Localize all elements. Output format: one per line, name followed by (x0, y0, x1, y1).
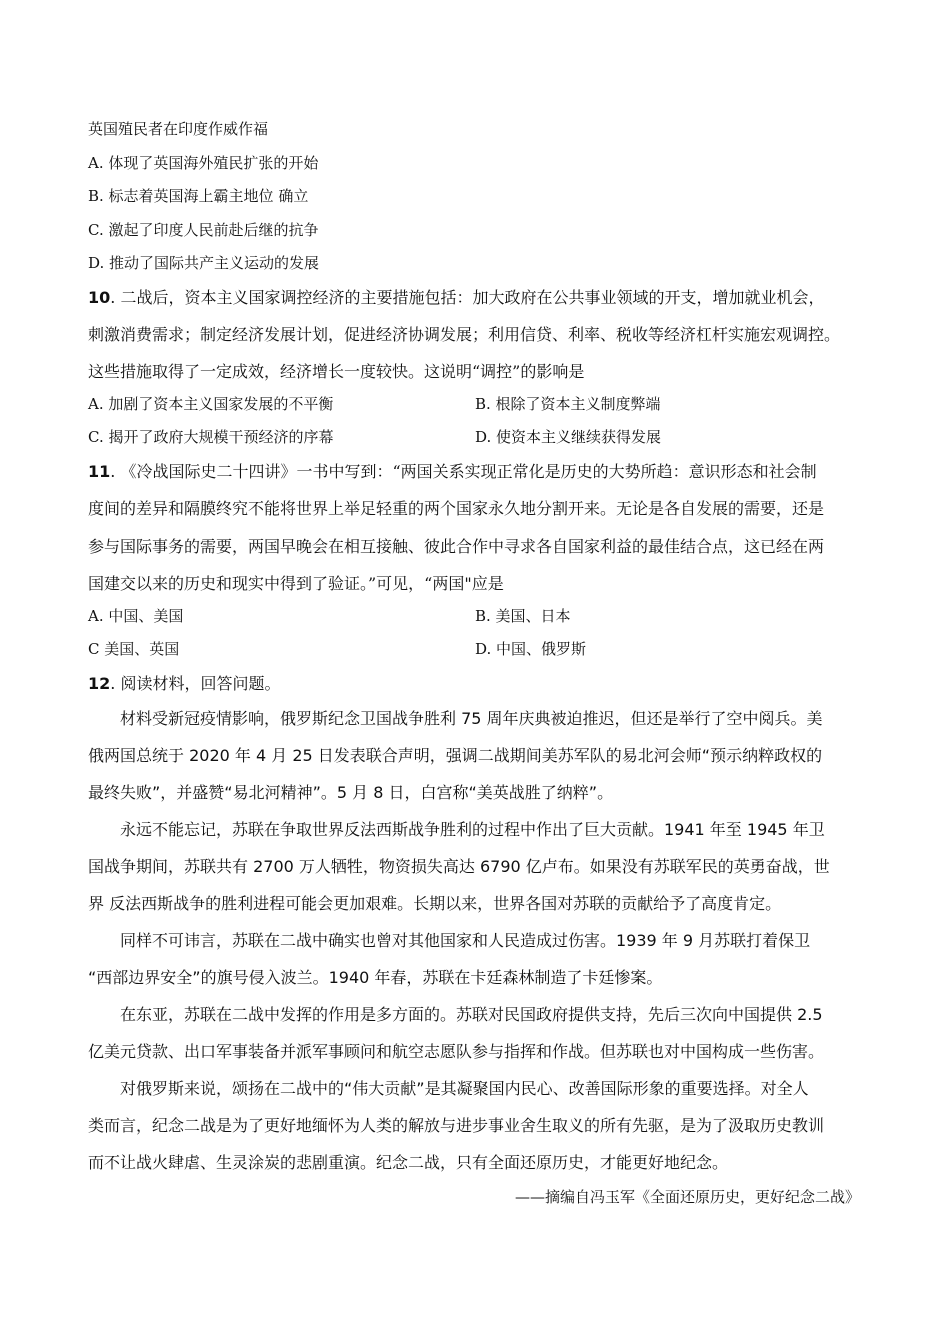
q12-p3-line-1: 同样不可讳言，苏联在二战中确实也曾对其他国家和人民造成过伤害。1939 年 9 月苏联打着保卫 (120, 931, 811, 950)
q12-p2-line-1: 永远不能忘记，苏联在争取世界反法西斯战争胜利的过程中作出了巨大贡献。1941 年至 1945 年卫 (120, 820, 825, 839)
q12-p4-line-2: 亿美元贷款、出口军事装备并派军事顾问和航空志愿队参与指挥和作战。但苏联也对中国构成一些伤害。 (88, 1042, 825, 1061)
q10-option-b: B. 根除了资本主义制度弊端 (475, 395, 661, 413)
q12-p1-line-2: 俄两国总统于 2020 年 4 月 25 日发表联合声明，强调二战期间美苏军队的易北河会师“预示纳粹政权的 (88, 746, 823, 765)
q12-intro-line (88, 671, 280, 694)
q11-number: 11 (88, 462, 111, 481)
q10-line-3: 这些措施取得了一定成效，经济增长一度较快。这说明“调控”的影响是 (88, 362, 585, 381)
q11-line-2: 度间的差异和隔膜终究不能将世界上举足轻重的两个国家永久地分割开来。无论是各自发展的需要，还是 (88, 499, 825, 518)
q9-option-b: B. 标志着英国海上霸主地位 确立 (88, 187, 309, 205)
q10-option-a: A. 加剧了资本主义国家发展的不平衡 (88, 395, 334, 413)
q11-option-d: D. 中国、俄罗斯 (475, 640, 587, 658)
q9-stem-tail: 英国殖民者在印度作威作福 (88, 120, 269, 138)
q12-number: 12 (88, 674, 111, 693)
q12-p5-line-3: 而不让战火肆虐、生灵涂炭的悲剧重演。纪念二战，只有全面还原历史，才能更好地纪念。 (88, 1153, 729, 1172)
q12-p5-line-2: 类而言，纪念二战是为了更好地缅怀为人类的解放与进步事业舍生取义的所有先驱，是为了汲取历史教训 (88, 1116, 825, 1135)
q12-p1-line-3: 最终失败”，并盛赞“易北河精神”。5 月 8 日，白宫称“美英战胜了纳粹”。 (88, 783, 614, 802)
q10-option-d: D. 使资本主义继续获得发展 (475, 428, 662, 446)
q11-option-c: C 美国、英国 (88, 640, 180, 658)
q12-p4-line-1: 在东亚，苏联在二战中发挥的作用是多方面的。苏联对民国政府提供支持，先后三次向中国提供 2.5 (120, 1005, 823, 1024)
q11-option-a: A. 中国、美国 (88, 607, 184, 625)
q10-option-c: C. 揭开了政府大规模干预经济的序幕 (88, 428, 334, 446)
q10-number: 10 (88, 288, 111, 307)
q11-line-4: 国建交以来的历史和现实中得到了验证。”可见，“两国"应是 (88, 574, 504, 593)
q10-line-1 (88, 285, 824, 308)
q11-text-1: . 《冷战国际史二十四讲》一书中写到：“两国关系实现正常化是历史的大势所趋：意识形态和社会制 (110, 462, 817, 481)
q11-line-1 (88, 459, 817, 482)
q10-text-1: . 二战后，资本主义国家调控经济的主要措施包括：加大政府在公共事业领域的开支，增加就业机会， (110, 288, 825, 307)
q12-p2-line-3: 界 反法西斯战争的胜利进程可能会更加艰难。长期以来，世界各国对苏联的贡献给予了高度肯定。 (88, 894, 782, 913)
q12-source: ——摘编自冯玉军《全面还原历史，更好纪念二战》 (514, 1188, 860, 1206)
q10-line-2: 刺激消费需求；制定经济发展计划，促进经济协调发展；利用信贷、利率、税收等经济杠杆实施宏观调控。 (88, 325, 841, 344)
q11-line-3: 参与国际事务的需要，两国早晚会在相互接触、彼此合作中寻求各自国家利益的最佳结合点，这已经在两 (88, 537, 825, 556)
q9-option-d: D. 推动了国际共产主义运动的发展 (88, 254, 320, 272)
q9-option-c: C. 激起了印度人民前赴后继的抗争 (88, 221, 319, 239)
q12-p1-line-1: 材料受新冠疫情影响，俄罗斯纪念卫国战争胜利 75 周年庆典被迫推迟，但还是举行了空中阅兵。美 (120, 709, 823, 728)
q11-option-b: B. 美国、日本 (475, 607, 571, 625)
q12-p2-line-2: 国战争期间，苏联共有 2700 万人牺牲，物资损失高达 6790 亿卢布。如果没有苏联军民的英勇奋战，世 (88, 857, 830, 876)
q12-p3-line-2: “西部边界安全”的旗号侵入波兰。1940 年春，苏联在卡廷森林制造了卡廷惨案。 (88, 968, 663, 987)
q9-option-a: A. 体现了英国海外殖民扩张的开始 (88, 154, 319, 172)
q12-p5-line-1: 对俄罗斯来说，颂扬在二战中的“伟大贡献”是其凝聚国内民心、改善国际形象的重要选择。对全人 (120, 1079, 809, 1098)
q12-intro: . 阅读材料，回答问题。 (110, 674, 281, 693)
